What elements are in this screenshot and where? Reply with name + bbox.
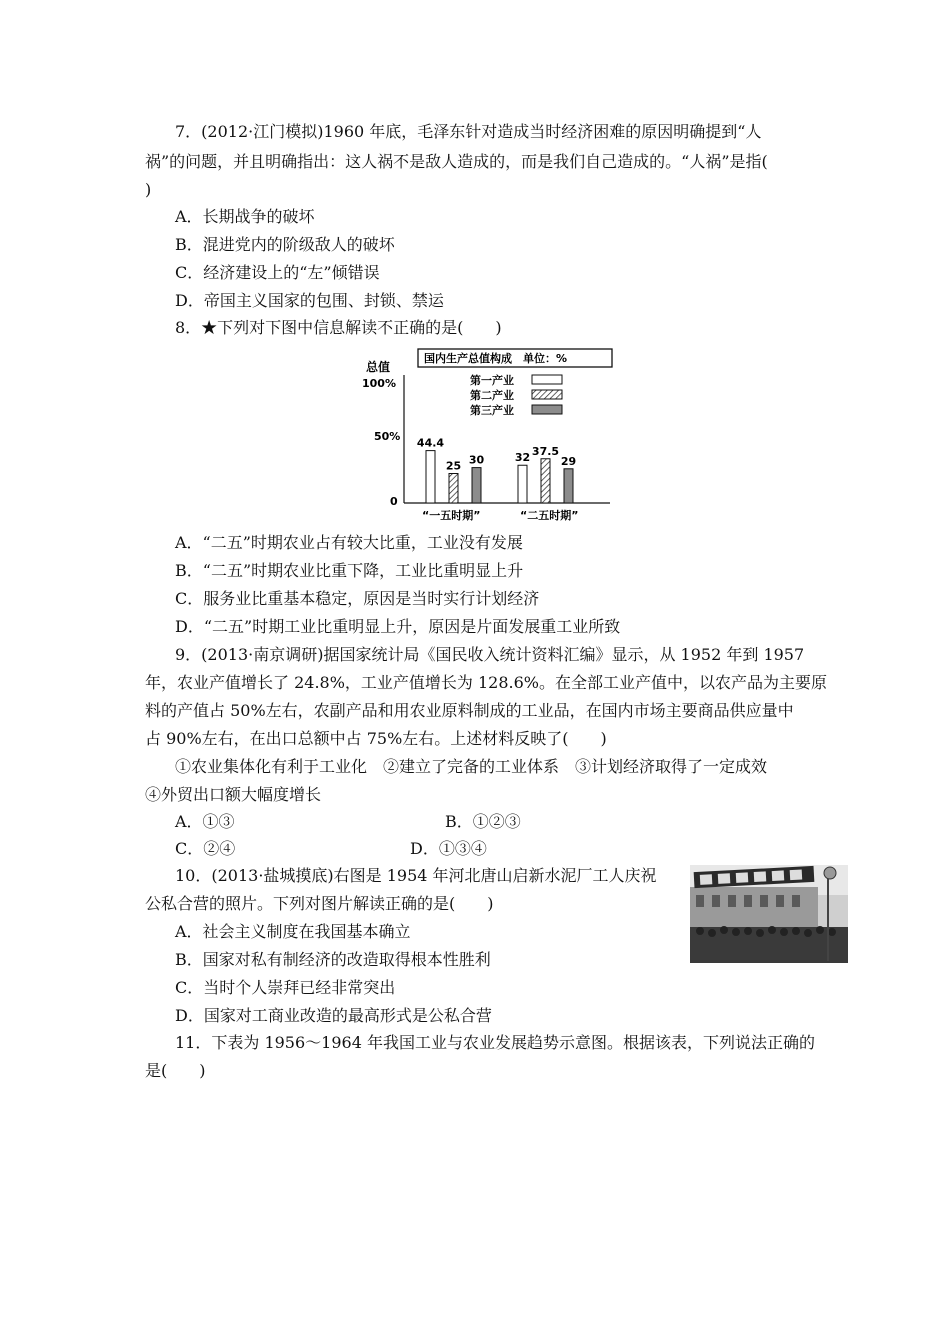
bar-1-3 <box>472 468 481 503</box>
q7-option-c: C．经济建设上的“左”倾错误 <box>175 263 380 282</box>
bar-2-2 <box>541 459 550 503</box>
q10-option-d: D．国家对工商业改造的最高形式是公私合营 <box>175 1006 492 1025</box>
q9-items-line2: ④外贸出口额大幅度增长 <box>145 785 322 804</box>
q8-option-a: A．“二五”时期农业占有较大比重，工业没有发展 <box>175 533 523 552</box>
q7-option-d: D．帝国主义国家的包围、封锁、禁运 <box>175 291 444 310</box>
q9-stem-line2: 年，农业产值增长了 24.8%，工业产值增长为 128.6%。在全部工业产值中，以农产品为主要原 <box>145 673 828 692</box>
y-tick-100: 100% <box>362 377 396 390</box>
q8-option-d: D．“二五”时期工业比重明显上升，原因是片面发展重工业所致 <box>175 617 621 636</box>
bar-1-2 <box>449 474 458 504</box>
legend-swatch-1 <box>532 375 562 384</box>
legend-label-1: 第一产业 <box>470 374 514 387</box>
q9-option-c: C．②④ <box>175 839 236 858</box>
q10-stem-line1: 10．(2013·盐城摸底)右图是 1954 年河北唐山启新水泥厂工人庆祝 <box>175 866 657 885</box>
gdp-composition-chart <box>360 345 620 525</box>
bar-label-2-2: 37.5 <box>531 444 560 458</box>
q10-option-a: A．社会主义制度在我国基本确立 <box>175 922 411 941</box>
y-tick-0: 0 <box>390 495 398 508</box>
chart-bars <box>417 437 576 503</box>
legend-label-3: 第三产业 <box>470 404 514 417</box>
x-category-1: “一五时期” <box>422 509 481 522</box>
chart-legend <box>470 373 562 417</box>
bar-label-2-3: 29 <box>560 454 577 468</box>
bar-label-1-1: 44.4 <box>416 436 445 450</box>
q7-option-a: A．长期战争的破坏 <box>175 207 315 226</box>
q10-option-b: B．国家对私有制经济的改造取得根本性胜利 <box>175 950 491 969</box>
x-category-2: “二五时期” <box>520 509 579 522</box>
q8-option-c: C．服务业比重基本稳定，原因是当时实行计划经济 <box>175 589 540 608</box>
q11-stem-line2: 是( ) <box>145 1061 206 1080</box>
chart-title: 国内生产总值构成 单位：% <box>424 352 568 365</box>
q10-stem-line2: 公私合营的照片。下列对图片解读正确的是( ) <box>145 894 494 913</box>
factory-celebration-photo <box>690 865 848 963</box>
bar-2-3 <box>564 469 573 503</box>
q9-stem-line4: 占 90%左右，在出口总额中占 75%左右。上述材料反映了( ) <box>145 729 607 748</box>
q8-option-b: B．“二五”时期农业比重下降，工业比重明显上升 <box>175 561 524 580</box>
q9-stem-line1: 9．(2013·南京调研)据国家统计局《国民收入统计资料汇编》显示，从 1952 年到 1957 <box>175 645 805 664</box>
q9-option-d: D．①③④ <box>410 839 487 858</box>
q11-stem-line1: 11．下表为 1956～1964 年我国工业与农业发展趋势示意图。根据该表，下列说法正确的 <box>175 1033 815 1052</box>
bar-label-2-1: 32 <box>514 451 531 465</box>
bar-1-1 <box>426 451 435 503</box>
q7-stem-line2: 祸”的问题，并且明确指出：这人祸不是敌人造成的，而是我们自己造成的。“人祸”是指( <box>145 152 768 171</box>
q7-option-b: B．混进党内的阶级敌人的破坏 <box>175 235 395 254</box>
q8-stem: 8．★下列对下图中信息解读不正确的是( ) <box>175 318 502 337</box>
bar-label-1-2: 25 <box>445 459 462 473</box>
q9-option-a: A．①③ <box>175 812 235 831</box>
q9-option-b: B．①②③ <box>445 812 521 831</box>
q7-stem-line3: ) <box>145 180 152 199</box>
q7-stem-line1: 7．(2012·江门模拟)1960 年底，毛泽东针对造成当时经济困难的原因明确提到“人 <box>175 122 762 141</box>
bar-label-1-3: 30 <box>468 453 485 467</box>
q9-stem-line3: 料的产值占 50%左右，农副产品和用农业原料制成的工业品，在国内市场主要商品供应量中 <box>145 701 794 720</box>
y-tick-50: 50% <box>374 430 401 443</box>
legend-label-2: 第二产业 <box>470 389 514 402</box>
bar-2-1 <box>518 465 527 503</box>
legend-swatch-2 <box>532 390 562 399</box>
legend-swatch-3 <box>532 405 562 414</box>
q9-items-line1: ①农业集体化有利于工业化 ②建立了完备的工业体系 ③计划经济取得了一定成效 <box>175 757 768 776</box>
y-axis-label: 总值 <box>366 360 391 374</box>
q10-option-c: C．当时个人崇拜已经非常突出 <box>175 978 396 997</box>
